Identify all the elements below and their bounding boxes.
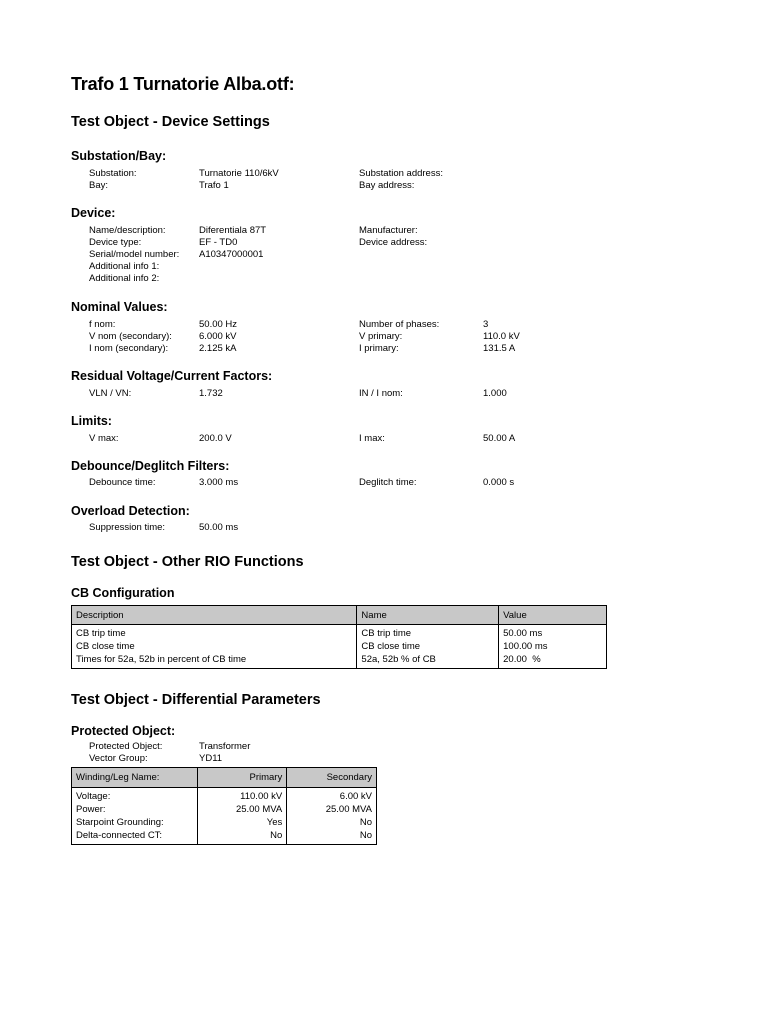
delta-ct-secondary: No: [359, 830, 372, 841]
device-type-value: EF - TD0: [199, 237, 238, 248]
substation-address-labels: [359, 168, 443, 192]
i-primary-label: I primary:: [359, 343, 399, 354]
in-inom-label: IN / I nom:: [359, 388, 403, 399]
winding-table: [71, 767, 377, 845]
winding-body-row: [72, 788, 377, 845]
starpoint-secondary: No: [359, 817, 372, 828]
differential-heading: Test Object - Differential Parameters: [71, 692, 321, 708]
debounce-heading: Debounce/Deglitch Filters:: [71, 459, 230, 473]
protected-labels: [89, 741, 162, 765]
bay-label: Bay:: [89, 180, 109, 191]
i-nom-value: 2.125 kA: [199, 343, 237, 354]
number-of-phases-label: Number of phases:: [359, 319, 440, 330]
cb-trip-value: 50.00 ms: [503, 628, 543, 639]
number-of-phases-value: 3: [483, 319, 489, 330]
debounce-time-value: 3.000 ms: [199, 477, 239, 488]
primary-column-header: Primary: [197, 768, 287, 788]
times-52-description: Times for 52a, 52b in percent of CB time: [76, 654, 247, 665]
secondary-cell: [287, 788, 377, 845]
i-nom-label: I nom (secondary):: [89, 343, 169, 354]
deglitch-time-value: 0.000 s: [483, 477, 515, 488]
v-primary-label: V primary:: [359, 331, 403, 342]
substation-bay-heading: Substation/Bay:: [71, 149, 167, 163]
debounce-time-label: Debounce time:: [89, 477, 156, 488]
name-cell: [357, 625, 499, 669]
bay-address-label: Bay address:: [359, 180, 415, 191]
device-settings-heading: Test Object - Device Settings: [71, 114, 270, 130]
substation-labels: [89, 168, 137, 192]
v-nom-label: V nom (secondary):: [89, 331, 172, 342]
times-52-name: 52a, 52b % of CB: [361, 654, 436, 665]
device-right-labels: [359, 225, 427, 249]
cb-close-name: CB close time: [361, 641, 421, 652]
bay-value: Trafo 1: [199, 180, 229, 191]
i-max-value: 50.00 A: [483, 433, 516, 444]
secondary-column-header: Secondary: [287, 768, 377, 788]
device-type-label: Device type:: [89, 237, 142, 248]
table-body-row: [72, 625, 607, 669]
power-secondary: 25.00 MVA: [325, 804, 372, 815]
f-nom-value: 50.00 Hz: [199, 319, 238, 330]
times-52-value: 20.00 %: [503, 654, 541, 665]
value-cell: [499, 625, 607, 669]
vln-vn-value: 1.732: [199, 388, 223, 399]
suppression-time-value: 50.00 ms: [199, 522, 239, 533]
nominal-labels: [89, 319, 172, 355]
device-values: [199, 225, 266, 261]
column-header-name: Name: [357, 606, 499, 625]
nominal-right-labels: [359, 319, 439, 355]
cb-configuration-table: [71, 605, 607, 669]
primary-cell: [197, 788, 287, 845]
power-label: Power:: [76, 804, 106, 815]
delta-connected-ct-label: Delta-connected CT:: [76, 830, 163, 841]
rio-functions-heading: Test Object - Other RIO Functions: [71, 554, 304, 570]
protected-object-label: Protected Object:: [89, 741, 163, 752]
additional-info-2-label: Additional info 2:: [89, 273, 160, 284]
protected-values: [199, 741, 250, 765]
v-max-label: V max:: [89, 433, 119, 444]
substation-label: Substation:: [89, 168, 137, 179]
vector-group-value: YD11: [199, 753, 223, 764]
device-address-label: Device address:: [359, 237, 428, 248]
starpoint-primary: Yes: [266, 817, 283, 828]
deglitch-time-label: Deglitch time:: [359, 477, 417, 488]
in-inom-value: 1.000: [483, 388, 507, 399]
voltage-label: Voltage:: [76, 791, 111, 802]
nominal-right-values: [483, 319, 520, 355]
suppression-time-label: Suppression time:: [89, 522, 166, 533]
overload-heading: Overload Detection:: [71, 504, 190, 518]
i-primary-value: 131.5 A: [483, 343, 516, 354]
winding-column-header: Winding/Leg Name:: [72, 768, 198, 788]
device-labels: [89, 225, 179, 285]
name-description-value: Diferentiala 87T: [199, 225, 267, 236]
protected-object-heading: Protected Object:: [71, 724, 176, 738]
table-header-row: [72, 606, 607, 625]
substation-value: Turnatorie 110/6kV: [199, 168, 279, 179]
power-primary: 25.00 MVA: [235, 804, 283, 815]
winding-label-cell: [72, 788, 198, 845]
cb-close-description: CB close time: [76, 641, 135, 652]
cb-configuration-heading: CB Configuration: [71, 586, 175, 600]
vector-group-label: Vector Group:: [89, 753, 148, 764]
vln-vn-label: VLN / VN:: [89, 388, 132, 399]
substation-values: [199, 168, 279, 192]
additional-info-1-label: Additional info 1:: [89, 261, 160, 272]
nominal-values: [199, 319, 237, 355]
limits-heading: Limits:: [71, 414, 112, 428]
delta-ct-primary: No: [270, 830, 283, 841]
cb-trip-name: CB trip time: [361, 628, 412, 639]
column-header-value: Value: [499, 606, 607, 625]
column-header-description: Description: [72, 606, 357, 625]
protected-object-value: Transformer: [199, 741, 251, 752]
voltage-primary: 110.00 kV: [240, 791, 283, 802]
voltage-secondary: 6.00 kV: [339, 791, 372, 802]
substation-address-label: Substation address:: [359, 168, 443, 179]
starpoint-grounding-label: Starpoint Grounding:: [76, 817, 164, 828]
description-cell: [72, 625, 357, 669]
i-max-label: I max:: [359, 433, 385, 444]
v-primary-value: 110.0 kV: [483, 331, 520, 342]
cb-trip-description: CB trip time: [76, 628, 126, 639]
cb-close-value: 100.00 ms: [503, 641, 548, 652]
v-max-value: 200.0 V: [199, 433, 232, 444]
device-heading: Device:: [71, 206, 116, 220]
nominal-values-heading: Nominal Values:: [71, 300, 168, 314]
name-description-label: Name/description:: [89, 225, 166, 236]
manufacturer-label: Manufacturer:: [359, 225, 418, 236]
v-nom-value: 6.000 kV: [199, 331, 237, 342]
winding-header-row: [72, 768, 377, 788]
serial-model-label: Serial/model number:: [89, 249, 180, 260]
f-nom-label: f nom:: [89, 319, 116, 330]
document-title: Trafo 1 Turnatorie Alba.otf:: [71, 74, 295, 94]
residual-factors-heading: Residual Voltage/Current Factors:: [71, 369, 273, 383]
serial-model-value: A10347000001: [199, 249, 264, 260]
